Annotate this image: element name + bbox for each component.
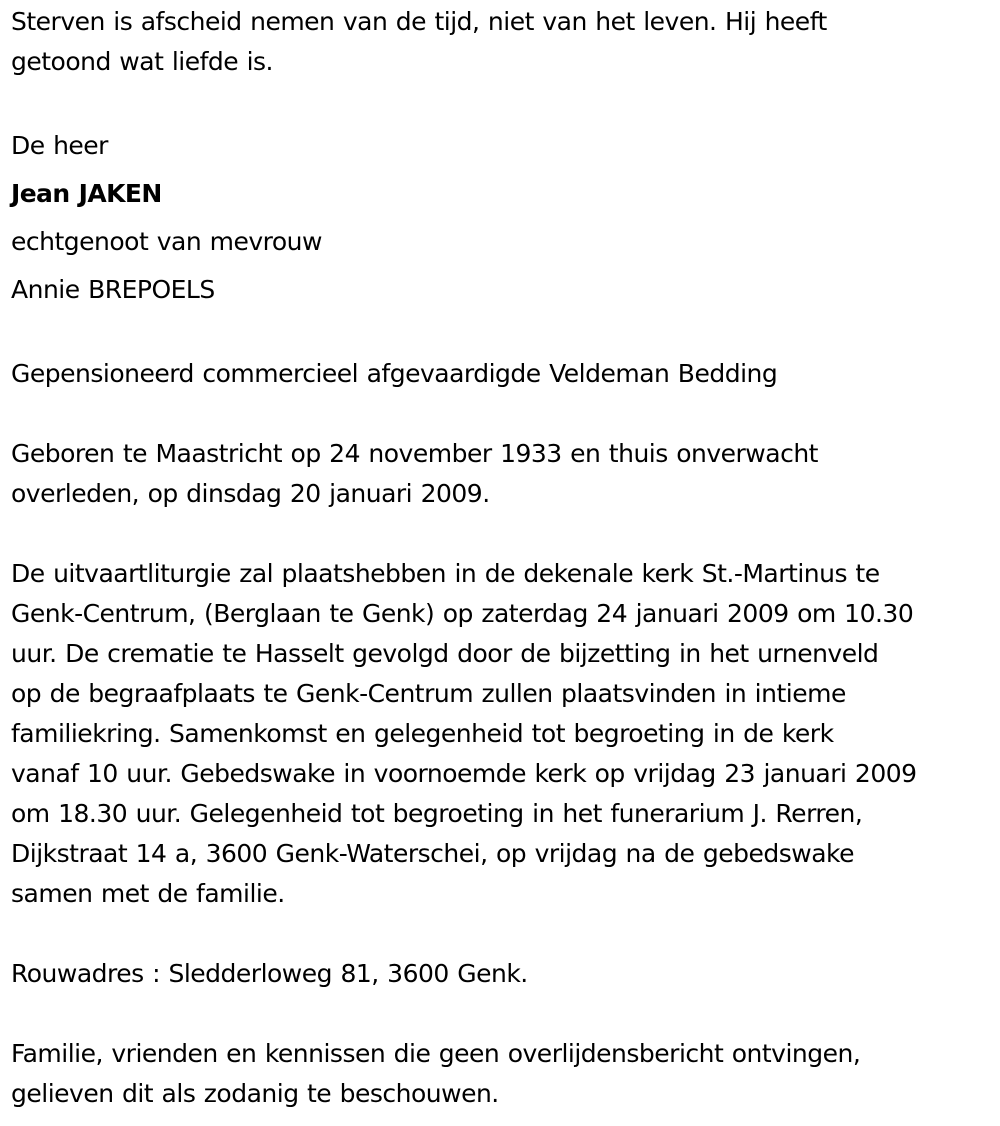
deceased-block: [11, 122, 996, 314]
paragraph-gap: [11, 314, 996, 354]
deceased-name: Jean JAKEN: [11, 179, 162, 208]
funeral-line: samen met de familie.: [11, 879, 285, 908]
funeral-paragraph: [11, 554, 996, 914]
funeral-line: Dijkstraat 14 a, 3600 Genk-Waterschei, op vrijdag na de gebedswake: [11, 839, 854, 868]
closing-line: gelieven dit als zodanig te beschouwen.: [11, 1079, 499, 1108]
salutation: De heer: [11, 131, 108, 160]
birth-death-paragraph: [11, 434, 996, 514]
paragraph-gap: [11, 914, 996, 954]
paragraph-gap: [11, 994, 996, 1034]
funeral-line: De uitvaartliturgie zal plaatshebben in de dekenale kerk St.-Martinus te: [11, 559, 880, 588]
mourning-address: Rouwadres : Sledderloweg 81, 3600 Genk.: [11, 959, 528, 988]
funeral-line: vanaf 10 uur. Gebedswake in voornoemde kerk op vrijdag 23 januari 2009: [11, 759, 917, 788]
funeral-line: om 18.30 uur. Gelegenheid tot begroeting in het funerarium J. Rerren,: [11, 799, 863, 828]
closing-line: Familie, vrienden en kennissen die geen overlijdensbericht ontvingen,: [11, 1039, 861, 1068]
occupation: Gepensioneerd commercieel afgevaardigde Veldeman Bedding: [11, 359, 778, 388]
paragraph-gap: [11, 394, 996, 434]
paragraph-gap: [11, 82, 996, 122]
birth-death-line: Geboren te Maastricht op 24 november 1933 en thuis onverwacht: [11, 439, 818, 468]
paragraph-gap: [11, 514, 996, 554]
birth-death-line: overleden, op dinsdag 20 januari 2009.: [11, 479, 490, 508]
closing-paragraph: [11, 1034, 996, 1114]
intro-line: Sterven is afscheid nemen van de tijd, niet van het leven. Hij heeft: [11, 7, 827, 36]
intro-quote: [11, 2, 996, 82]
obituary-notice: [11, 2, 996, 1114]
funeral-line: familiekring. Samenkomst en gelegenheid tot begroeting in de kerk: [11, 719, 834, 748]
funeral-line: Genk-Centrum, (Berglaan te Genk) op zaterdag 24 januari 2009 om 10.30: [11, 599, 914, 628]
relation-text: echtgenoot van mevrouw: [11, 227, 322, 256]
funeral-line: uur. De crematie te Hasselt gevolgd door de bijzetting in het urnenveld: [11, 639, 879, 668]
spouse-name: Annie BREPOELS: [11, 275, 215, 304]
intro-line: getoond wat liefde is.: [11, 47, 274, 76]
funeral-line: op de begraafplaats te Genk-Centrum zullen plaatsvinden in intieme: [11, 679, 846, 708]
